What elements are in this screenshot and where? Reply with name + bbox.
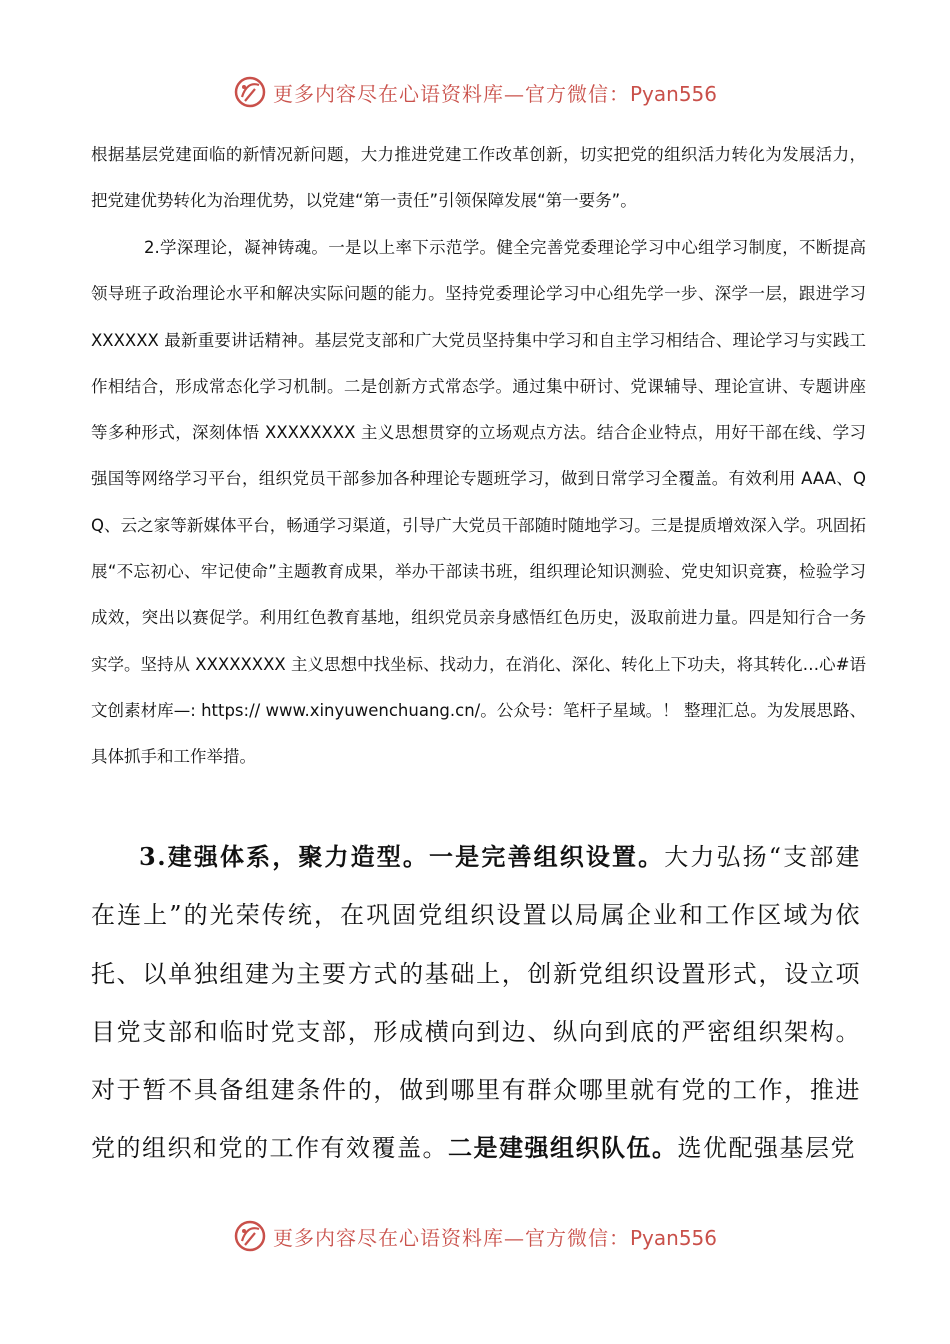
paragraph-system-building [91, 828, 861, 1178]
paragraph-continuation: 根据基层党建面临的新情况新问题，大力推进党建工作改革创新，切实把党的组织活力转化为发展活力，把党建优势转化为治理优势，以党建“第一责任”引领保障发展“第一要务”。 [91, 145, 866, 211]
paragraph-study-theory: 2.学深理论，凝神铸魂。一是以上率下示范学。健全完善党委理论学习中心组学习制度，不断提高领导班子政治理论水平和解决实际问题的能力。坚持党委理论学习中心组先学一步、深学一层，跟进学习 XXXXXX 最新重要讲话精神。基层党支部和广大党员坚持集中学习和自主学习相结合、理论学习与实践工作相结合，形成常态化学习机制。二是创新方式常态学。通过集中研讨、党课辅导、理论宣讲、专题讲座等多种形式，深刻体悟 XXXXXXXX 主义思想贯穿的立场观点方法。结合企业特点，用好干部在线、学习强国等网络学习平台，组织党员干部参加各种理论专题班学习，做到日常学习全覆盖。有效利用 AAA、QQ、云之家等新媒体平台，畅通学习渠道，引导广大党员干部随时随地学习。三是提质增效深入学。巩固拓展“不忘初心、牢记使命”主题教育成果，举办干部读书班，组织理论知识测验、党史知识竞赛，检验学习成效，突出以赛促学。利用红色教育基地，组织党员亲身感悟红色历史，汲取前进力量。四是知行合一务实学。坚持从 XXXXXXXX 主义思想中找坐标、找动力，在消化、深化、转化上下功夫，将其转化…心#语文创素材库—: https:// www.xinyuwenchuang.cn/。公众号：笔杆子星域。！ 整理汇总。为发展思路、具体抓手和工作举措。 [91, 238, 866, 767]
body-text: 大力弘扬“支部建在连上”的光荣传统，在巩固党组织设置以局属企业和工作区域为依托、以单独组建为主要方式的基础上，创新党组织设置形式，设立项目党支部和临时党支部，形成横向到边、纵向到底的严密组织架构。对于暂不具备组建条件的，做到哪里有群众哪里就有党的工作，推进党的组织和党的工作有效覆盖。 [91, 843, 861, 1163]
logo-icon [233, 1219, 267, 1253]
watermark-text: 更多内容尽在心语资料库—官方微信：Pyan556 [272, 81, 717, 106]
bold-heading: 3.建强体系，聚力造型。一是完善组织设置。 [139, 842, 665, 871]
watermark-text: 更多内容尽在心语资料库—官方微信：Pyan556 [272, 1225, 717, 1250]
watermark-banner-top [0, 72, 950, 112]
body-text: 选优配强基层党 [677, 1134, 856, 1163]
bold-subheading: 二是建强组织队伍。 [448, 1133, 678, 1163]
logo-icon [233, 75, 267, 109]
watermark-banner-bottom [0, 1216, 950, 1256]
